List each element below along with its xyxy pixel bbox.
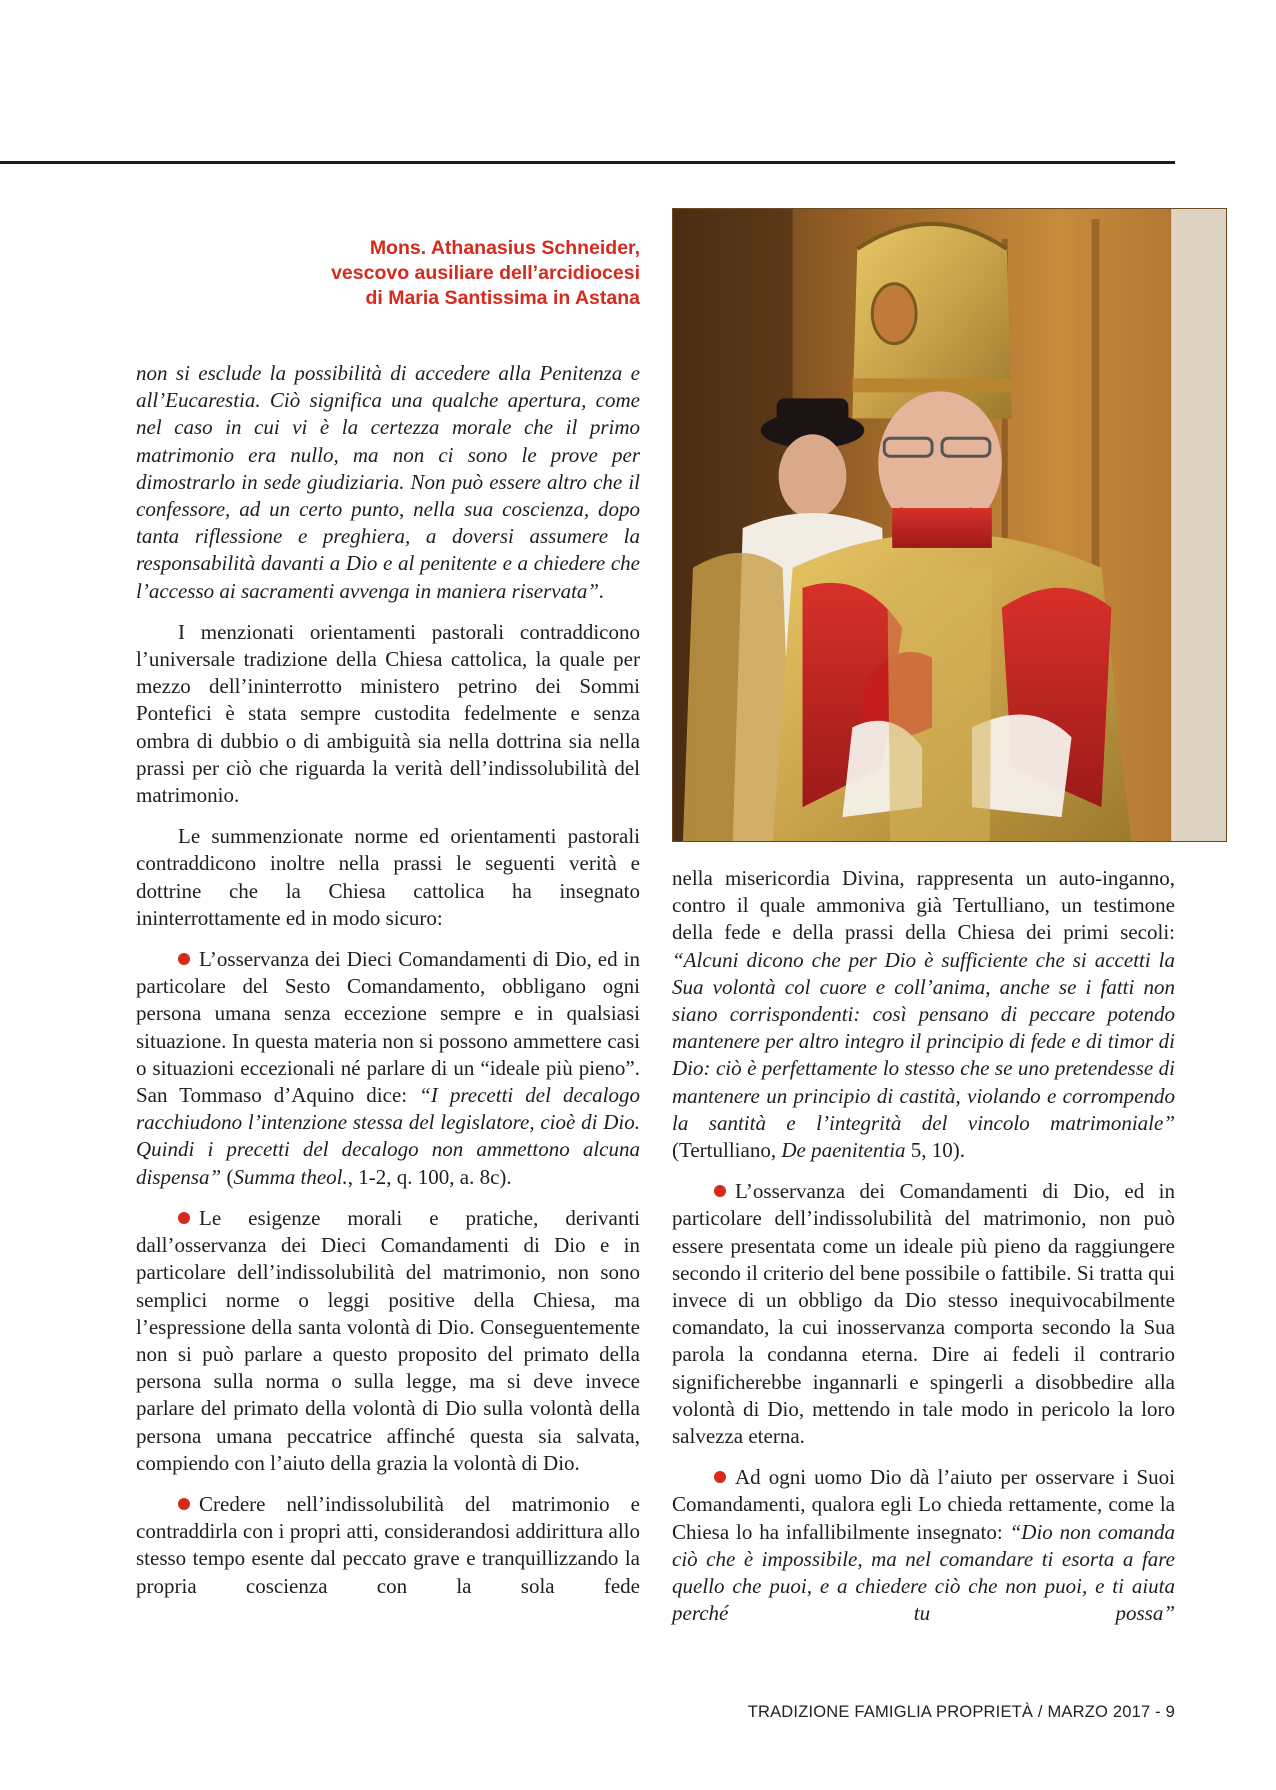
caption-line-1: Mons. Athanasius Schneider, (369, 237, 640, 259)
paragraph (136, 360, 640, 605)
page-footer: TRADIZIONE FAMIGLIA PROPRIETÀ / MARZO 2017 - 9 (747, 1703, 1175, 1721)
photo-caption (290, 236, 640, 311)
bullet-paragraph (672, 1464, 1175, 1627)
reference-rest: , 1-2, q. 100, a. 8c). (347, 1164, 512, 1189)
bullet-paragraph (672, 1178, 1175, 1450)
paragraph: Le summenzionate norme ed orientamenti pastorali contraddicono inoltre nella prassi le seguenti verità e dottrine che la Chiesa cattolica ha insegnato ininterrottamente ed in modo sicuro: (136, 824, 640, 930)
italic-quote: “I precetti del decalogo racchiudono l’intenzione stessa del legislatore, cioè di Dio. Quindi i precetti del decalogo non ammettono alcuna dispensa” (136, 1083, 640, 1189)
bullet-text: L’osservanza dei Dieci Comandamenti di Dio, ed in particolare del Sesto Comandamento, obbligano ogni persona umana senza eccezione sempre e in qualsiasi situazione. In questa materia non si possono ammettere casi o situazioni eccezionali né parlare di un “ideale più pieno”. San Tommaso d’Aquino dice: (136, 947, 640, 1108)
caption-line-2: vescovo ausiliare dell’arcidiocesi (331, 262, 640, 284)
paragraph: I menzionati orientamenti pastorali contraddicono l’universale tradizione della Chiesa cattolica, la quale per mezzo dell’ininterrotto ministero petrino dei Sommi Pontefici è stata sempre custodita fedelmente e senza ombra di dubbio o di ambiguità sia nella dottrina sia nella prassi per ciò che riguarda la verità dell’indissolubilità del matrimonio. (136, 619, 640, 808)
left-column (136, 360, 640, 1600)
reference-title: Summa theol. (233, 1164, 348, 1189)
bullet-dot-icon (178, 1212, 190, 1224)
italic-quote: non si esclude la possibilità di accedere alla Penitenza e all’Eucarestia. Ciò significa una qualche apertura, come nel caso in cui vi è la certezza morale che il primo matrimonio era nullo, ma non ci sono le prove per dimostrarlo in sede giudiziaria. Non può essere altro che il confessore, ad un certo punto, nella sua coscienza, dopo tanta riflessione e preghiera, a doversi assumere la responsabilità davanti a Dio e al penitente e a chiedere che l’accesso ai sacramenti avvenga in maniera riservata”. (136, 361, 640, 603)
bishop-photo-illustration (673, 209, 1226, 841)
bullet-paragraph (136, 946, 640, 1191)
reference-rest: 5, 10). (905, 1138, 966, 1163)
bishop-photo (672, 208, 1227, 842)
paragraph (672, 865, 1175, 1164)
right-column (672, 865, 1175, 1627)
bullet-dot-icon (714, 1471, 726, 1483)
italic-quote: “Dio non comanda ciò che è impossibile, ma nel comandare ti esorta a fare quello che puoi, e a chiedere ciò che non puoi, e ti aiuta perché tu possa” (672, 1519, 1175, 1626)
bullet-dot-icon (178, 1498, 190, 1510)
bullet-text: Le esigenze morali e pratiche, derivanti dall’osservanza dei Dieci Comandamenti di Dio e in particolare dell’indissolubilità del matrimonio, non sono semplici norme o leggi positive della Chiesa, ma l’espressione della santa volontà di Dio. Conseguentemente non si può parlare a questo proposito del primato della persona sulla norma o sulla legge, ma si deve invece parlare del primato della volontà di Dio sulla volontà della persona umana peccatrice affinché questa sia salvata, compiendo con l’aiuto della grazia la volontà di Dio. (136, 1205, 640, 1475)
reference-open: ( (221, 1164, 234, 1189)
reference-open: (Tertulliano, (672, 1138, 782, 1163)
paragraph-text: nella misericordia Divina, rappresenta un auto-inganno, contro il quale ammoniva già Tertulliano, un testimone della fede e della prassi della Chiesa dei primi secoli: (672, 866, 1175, 945)
bullet-text: Ad ogni uomo Dio dà l’aiuto per osservare i Suoi Comandamenti, qualora egli Lo chieda rettamente, come la Chiesa lo ha infallibilmente insegnato: (672, 1465, 1175, 1544)
caption-line-3: di Maria Santissima in Astana (365, 287, 640, 309)
bullet-paragraph (136, 1205, 640, 1477)
bullet-paragraph (136, 1491, 640, 1600)
italic-quote: “Alcuni dicono che per Dio è sufficiente che si accetti la Sua volontà col cuore e coll’anima, anche se i fatti non siano corrispondenti: così pensano di peccare potendo mantenere per altro integro il principio di fede e di timor di Dio: ciò è perfettamente lo stesso che se uno pretendesse di mantenere un principio di castità, violando e corrompendo la santità e l’integrità del vincolo matrimoniale” (672, 947, 1175, 1135)
bullet-dot-icon (714, 1185, 726, 1197)
bullet-text: Credere nell’indissolubilità del matrimonio e contraddirla con i propri atti, considerandosi addirittura allo stesso tempo esente dal peccato grave e tranquillizzando la propria coscienza con la sola fede (136, 1491, 640, 1598)
reference-title: De paenitentia (781, 1138, 906, 1163)
bullet-text: L’osservanza dei Comandamenti di Dio, ed in particolare dell’indissolubilità del matrimonio, non può essere presentata come un ideale più pieno da raggiungere secondo il criterio del bene possibile o fattibile. Si tratta qui invece di un obbligo da Dio stesso inequivocabilmente comandato, la cui inosservanza comporta secondo la Sua parola la condanna eterna. Dire ai fedeli il contrario significherebbe ingannarli e spingerli a disobbedire alla volontà di Dio, mettendo in tale modo in pericolo la loro salvezza eterna. (672, 1179, 1175, 1449)
bullet-dot-icon (178, 953, 190, 965)
top-rule (0, 161, 1175, 164)
